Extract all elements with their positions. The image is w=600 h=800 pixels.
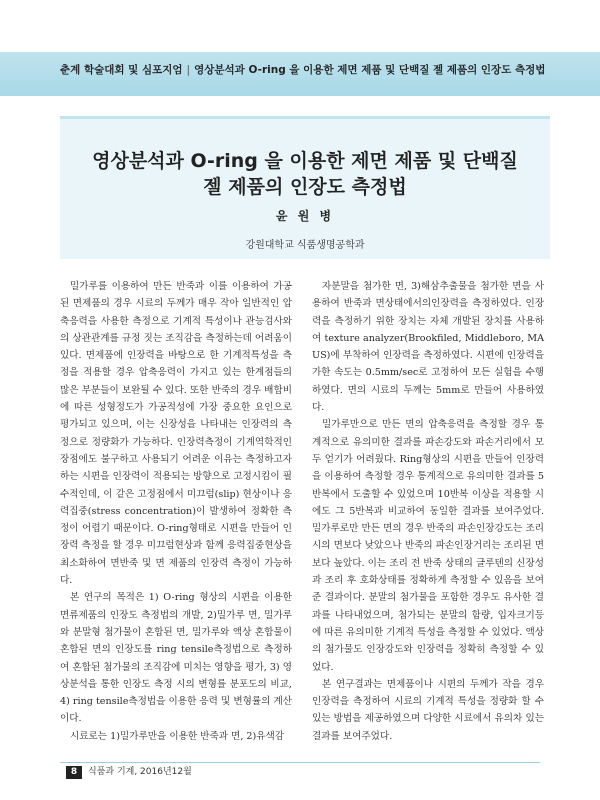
journal-name: 식품과 기계, 2016년12월 xyxy=(88,767,192,777)
title-line-1: 영상분석과 O-ring 을 이용한 제면 제품 및 단백질 xyxy=(92,150,518,172)
paragraph: 자분말을 첨가한 면, 3)해삼추출물을 첨가한 면을 사용하여 반죽과 면상태에서의인장력을 측정하였다. 인장력을 측정하기 위한 장치는 자체 개발된 장치를 사용하여 texture analyzer(Brookfiled, Middleboro, MA US)에 부착하여 인장력을 측정하였다. 시편에 인장력을 가한 속도는 0.5mm/sec로 고정하여 모든 실험을 수행하였다. 면의 시료의 두께는 5mm로 만들어 사용하였다. xyxy=(312,281,544,414)
header-separator: | xyxy=(186,64,191,76)
section-name: 춘계 학술대회 및 심포지엄 xyxy=(60,64,183,76)
paragraph: 본 연구결과는 면제품이나 시편의 두께가 작을 경우 인장력을 측정하여 시료의 기계적 특성을 정량화 할 수 있는 방법을 제공하였으며 다양한 시료에서 유의차 있는 결과를 보여주었다. xyxy=(312,678,544,742)
paragraph: 시료로는 1)밀가루만을 이용한 반죽과 면, 2)유색감 xyxy=(70,730,285,742)
page-number: 8 xyxy=(66,766,82,779)
author-affiliation: 강원대학교 식품생명공학과 xyxy=(245,240,365,251)
paragraph: 밀가루만으로 만든 면의 압축응력을 측정할 경우 통계적으로 유의미한 결과를 파손강도와 파손거리에서 모두 얻기가 어려웠다. Ring형상의 시편을 만들어 인장력을 이용하여 측정할 경우 통계적으로 유의미한 결과를 5반복에서 도출할 수 있었으며 10반복 이상을 적용할 시에도 그 5반복과 비교하여 동일한 결과를 보여주었다. 밀가루로만 만든 면의 경우 반죽의 파손인장강도는 조리 시의 면보다 낮았으나 반죽의 파손인장거리는 조리된 면보다 높았다. 이는 조리 전 반죽 상태의 글루텐의 신장성과 조리 후 호화상태를 정확하게 측정할 수 있음을 보여준 결과이다. 분말의 첨가물을 포함한 경우도 유사한 결과를 나타내었으며, 첨가되는 분말의 함량, 입자크기등에 따른 유의미한 기계적 특성을 측정할 수 있었다. 액상의 첨가물도 인장강도와 인장력을 정확히 측정할 수 있었다. xyxy=(312,419,544,673)
footer-rule xyxy=(60,762,540,763)
article-title xyxy=(60,148,550,200)
title-line-2: 젤 제품의 인장도 측정법 xyxy=(203,176,407,198)
right-column xyxy=(312,278,544,745)
paragraph: 본 연구의 목적은 1) O-ring 형상의 시편을 이용한 면류제품의 인장도 측정법의 개발, 2)밀가루 면, 밀가루와 분말형 첨가물이 혼합된 면, 밀가루와 액상 혼합물이 혼합된 면의 인장도를 ring tensile측정법으로 측정하여 혼합된 첨가물의 조직감에 미치는 영향을 평가, 3) 영상분석을 통한 인장도 측정 시의 변형를 분포도의 비교, 4) ring tensile측정법을 이용한 응력 및 변형률의 계산이다. xyxy=(60,592,292,725)
running-title: 영상분석과 O-ring 을 이용한 제면 제품 및 단백질 젤 제품의 인장도 측정법 xyxy=(194,64,546,76)
paragraph: 밀가루를 이용하여 만든 반죽과 이를 이용하여 가공된 면제품의 경우 시료의 두께가 매우 작아 일반적인 압축응력을 사용한 측정으로 기계적 특성이나 관능검사와의 상관관계를 규정 짓는 조직감을 측정하는데 어려움이 있다. 면제품에 인장력을 바탕으로 한 기계적특성을 측정을 적용할 경우 압축응력이 가지고 있는 한계점들의 많은 부분들이 보완될 수 있다. 또한 반죽의 경우 배합비에 따른 성형정도가 가공적성에 가장 중요한 요인으로 평가되고 있으며, 이는 신장성을 나타내는 인장력의 측정으로 정량화가 가능하다. 인장력측정이 기계역학적인 장점에도 불구하고 사용되기 어려운 이유는 측정하고자 하는 시편을 인장력이 적용되는 방향으로 고정시킴이 필수적인데, 이 같은 고정점에서 미끄럼(slip) 현상이나 응력집중(stress concentration)이 발생하여 정확한 측정이 어렵기 때문이다. O-ring형태로 시편을 만들어 인장력 측정을 할 경우 미끄럼현상과 함께 응력집중현상을 최소화하여 면반죽 및 면 제품의 인장력 측정이 가능하다. xyxy=(60,281,292,587)
left-column xyxy=(60,278,292,745)
author-name: 윤 원 병 xyxy=(275,209,335,223)
running-header xyxy=(60,62,580,77)
